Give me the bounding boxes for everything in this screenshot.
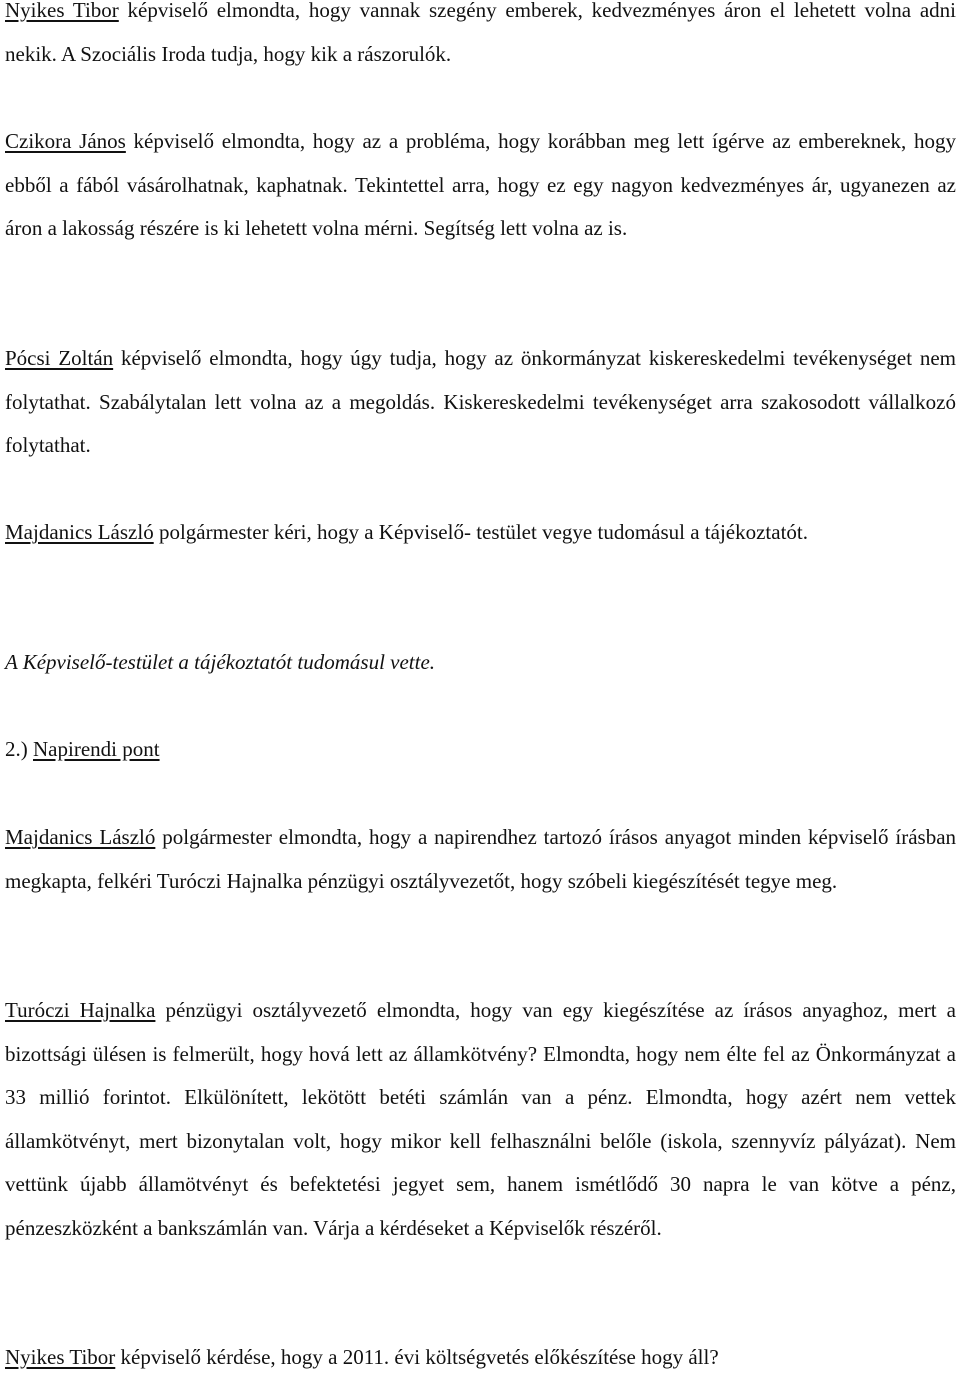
agenda-item-number: 2.) bbox=[5, 737, 33, 761]
speaker-name: Majdanics László bbox=[5, 520, 154, 544]
speaker-name: Nyikes Tibor bbox=[5, 1345, 116, 1369]
resolution-paragraph bbox=[5, 641, 956, 685]
speaker-name: Pócsi Zoltán bbox=[5, 346, 114, 370]
speaker-name: Turóczi Hajnalka bbox=[5, 998, 156, 1022]
paragraph-pocsi bbox=[5, 337, 956, 468]
agenda-item-title: Napirendi pont bbox=[33, 737, 160, 761]
speaker-name: Majdanics László bbox=[5, 825, 156, 849]
paragraph-nyikes-1 bbox=[5, 0, 956, 76]
paragraph-text: képviselő elmondta, hogy vannak szegény emberek, kedvezményes áron el lehetett volna adni nekik. A Szociális Iroda tudja, hogy kik a rászorulók. bbox=[5, 0, 957, 66]
paragraph-text: polgármester kéri, hogy a Képviselő- testület vegye tudomásul a tájékoztatót. bbox=[153, 520, 809, 544]
paragraph-nyikes-2 bbox=[5, 1336, 956, 1380]
resolution-text: A Képviselő-testület a tájékoztatót tudomásul vette. bbox=[5, 650, 436, 674]
speaker-name: Nyikes Tibor bbox=[5, 0, 119, 22]
paragraph-majdanics-2 bbox=[5, 816, 956, 903]
paragraph-text: képviselő kérdése, hogy a 2011. évi költségvetés előkészítése hogy áll? bbox=[115, 1345, 719, 1369]
paragraph-majdanics-1 bbox=[5, 511, 956, 555]
paragraph-text: képviselő elmondta, hogy az a probléma, hogy korábban meg lett ígérve az embereknek, hogy ebből a fából vásárolhatnak, kaphatnak. Tekintettel arra, hogy ez egy nagyon kedvezményes ár, ugyanezen az áron a lakosság részére is ki lehetett volna mérni. Segítség lett volna az is. bbox=[5, 129, 956, 240]
paragraph-czikora bbox=[5, 120, 956, 251]
speaker-name: Czikora János bbox=[5, 129, 126, 153]
paragraph-text: képviselő elmondta, hogy úgy tudja, hogy az önkormányzat kiskereskedelmi tevékenységet nem folytathat. Szabálytalan lett volna az a megoldás. Kiskereskedelmi tevékenységet arra szakosodott vállalkozó folytathat. bbox=[5, 346, 956, 457]
paragraph-text: pénzügyi osztályvezető elmondta, hogy van egy kiegészítése az írásos anyaghoz, mert a bizottsági ülésen is felmerült, hogy hová lett az államkötvény? Elmondta, hogy nem élte fel az Önkormányzat a 33 millió forintot. Elkülönített, lekötött betéti számlán van a pénz. Elmondta, hogy azért nem vettek államkötvényt, mert bizonytalan volt, hogy mikor kell felhasználni belőle (iskola, szennyvíz pályázat). Nem vettünk újabb államötvényt és befektetési jegyet sem, hanem ismétlődő 30 napra le van kötve a pénz, pénzeszközként a bankszámlán van. Várja a kérdéseket a Képviselők részéről. bbox=[5, 998, 956, 1240]
paragraph-turoczi bbox=[5, 989, 956, 1250]
agenda-item-heading bbox=[5, 728, 956, 772]
paragraph-text: polgármester elmondta, hogy a napirendhez tartozó írásos anyagot minden képviselő írásban megkapta, felkéri Turóczi Hajnalka pénzügyi osztályvezetőt, hogy szóbeli kiegészítését tegye meg. bbox=[5, 825, 957, 893]
